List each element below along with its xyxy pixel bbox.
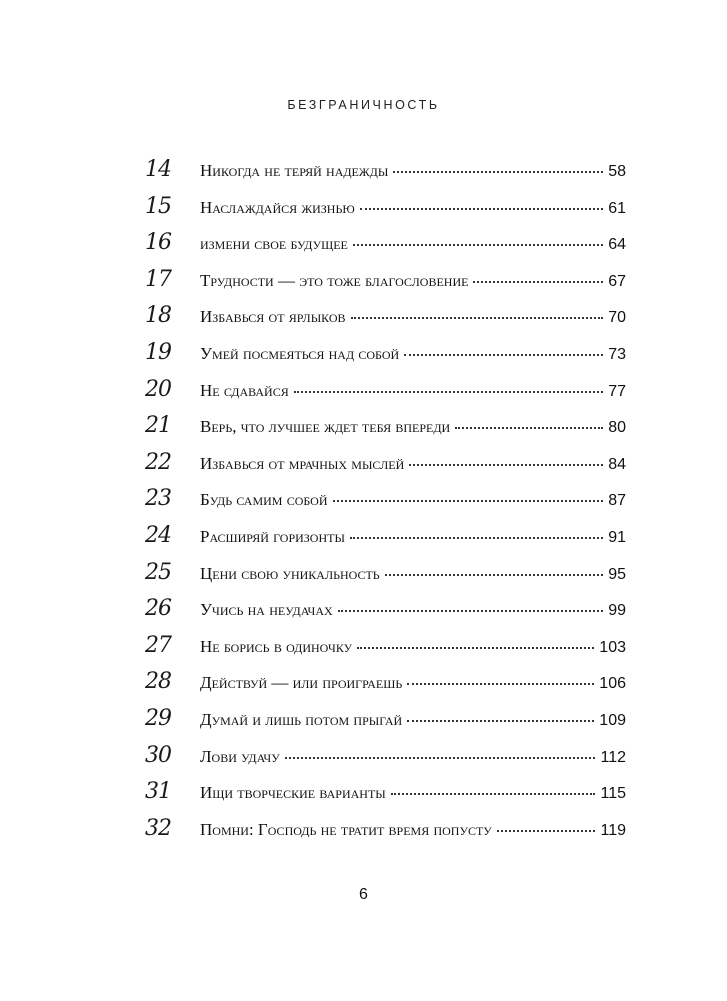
toc-entry [145, 340, 626, 377]
page-number: 87 [608, 492, 626, 510]
chapter-number: 21 [145, 413, 171, 439]
chapter-number: 31 [145, 779, 171, 805]
chapter-number: 15 [145, 193, 171, 219]
chapter-number: 16 [145, 230, 171, 256]
page-number: 58 [608, 163, 626, 180]
chapter-number: 30 [145, 742, 171, 768]
dot-leader [473, 281, 603, 283]
chapter-title: Помни: Господь не тратит время попусту [200, 819, 492, 839]
chapter-number: 28 [145, 669, 171, 695]
chapter-number: 24 [145, 522, 171, 548]
chapter-title: Действуй — или проиграешь [200, 673, 403, 693]
page-number: 84 [608, 455, 626, 473]
toc-entry [145, 486, 626, 523]
dot-leader [497, 830, 596, 832]
page-number: 70 [608, 309, 626, 327]
toc-entry [145, 779, 626, 816]
chapter-number: 32 [145, 815, 171, 841]
chapter-title: Будь самим собой [200, 490, 328, 510]
dot-leader [338, 610, 604, 612]
page-number: 73 [608, 345, 626, 363]
toc-entry [145, 230, 626, 267]
page-number: 112 [600, 748, 626, 766]
dot-leader [385, 574, 604, 576]
toc-entry [145, 303, 626, 340]
dot-leader [285, 757, 596, 759]
chapter-title: Не сдавайся [200, 380, 289, 400]
chapter-title: Трудности — это тоже благословение [200, 270, 469, 290]
chapter-number: 20 [145, 376, 171, 402]
toc-entry [145, 743, 626, 780]
dot-leader [333, 500, 604, 502]
chapter-title: Никогда не теряй надежды [200, 161, 389, 180]
page-number: 80 [608, 419, 626, 437]
page-number: 95 [608, 565, 626, 583]
toc-entry [145, 633, 626, 670]
toc-entry [145, 669, 626, 706]
chapter-title: Думай и лишь потом прыгай [200, 709, 403, 729]
dot-leader [455, 427, 603, 429]
toc-entry [145, 157, 626, 194]
dot-leader [351, 317, 604, 319]
dot-leader [360, 208, 604, 210]
chapter-title: Умей посмеяться над собой [200, 343, 400, 363]
chapter-number: 17 [145, 266, 171, 292]
dot-leader [393, 171, 603, 173]
toc-entry [145, 194, 626, 231]
chapter-number: 22 [145, 449, 171, 475]
page-number: 109 [599, 711, 626, 729]
chapter-number: 23 [145, 486, 171, 512]
page-number: 99 [608, 602, 626, 620]
dot-leader [407, 720, 594, 722]
toc-entry [145, 450, 626, 487]
dot-leader [294, 391, 604, 393]
dot-leader [407, 683, 594, 685]
chapter-title: Избавься от мрачных мыслей [200, 453, 405, 473]
dot-leader [353, 244, 603, 246]
chapter-title: Учись на неудачах [200, 600, 333, 620]
dot-leader [391, 793, 596, 795]
page-number: 77 [608, 382, 626, 400]
chapter-number: 26 [145, 596, 171, 622]
page-number: 64 [608, 236, 626, 254]
chapter-title: Цени свою уникальность [200, 563, 380, 583]
chapter-number: 29 [145, 705, 171, 731]
table-of-contents [145, 157, 626, 852]
toc-entry [145, 267, 626, 304]
chapter-title: измени свое будущее [200, 234, 348, 254]
page-number: 61 [608, 199, 626, 217]
page-number: 103 [599, 638, 626, 656]
page-number: 91 [608, 528, 626, 546]
toc-entry [145, 816, 626, 853]
chapter-title: Верь, что лучшее ждет тебя впереди [200, 417, 451, 437]
toc-entry [145, 706, 626, 743]
chapter-number: 14 [145, 157, 171, 182]
folio-page-number: 6 [359, 886, 368, 903]
dot-leader [409, 464, 603, 466]
page-number: 67 [608, 272, 626, 290]
toc-entry [145, 560, 626, 597]
chapter-title: Избавься от ярлыков [200, 307, 346, 327]
running-head: БЕЗГРАНИЧНОСТЬ [287, 98, 440, 112]
toc-entry [145, 413, 626, 450]
page-number: 115 [600, 785, 626, 803]
chapter-number: 25 [145, 559, 171, 585]
chapter-number: 27 [145, 632, 171, 658]
toc-entry [145, 377, 626, 414]
page-number: 106 [599, 675, 626, 693]
chapter-title: Лови удачу [200, 746, 280, 766]
page-number: 119 [600, 821, 626, 839]
dot-leader [357, 647, 594, 649]
chapter-number: 18 [145, 303, 171, 329]
chapter-title: Не борись в одиночку [200, 636, 353, 656]
chapter-number: 19 [145, 339, 171, 365]
chapter-title: Расширяй горизонты [200, 526, 345, 546]
toc-entry [145, 523, 626, 560]
dot-leader [350, 537, 603, 539]
chapter-title: Ищи творческие варианты [200, 783, 386, 803]
toc-entry [145, 596, 626, 633]
dot-leader [404, 354, 603, 356]
chapter-title: Наслаждайся жизнью [200, 197, 355, 217]
